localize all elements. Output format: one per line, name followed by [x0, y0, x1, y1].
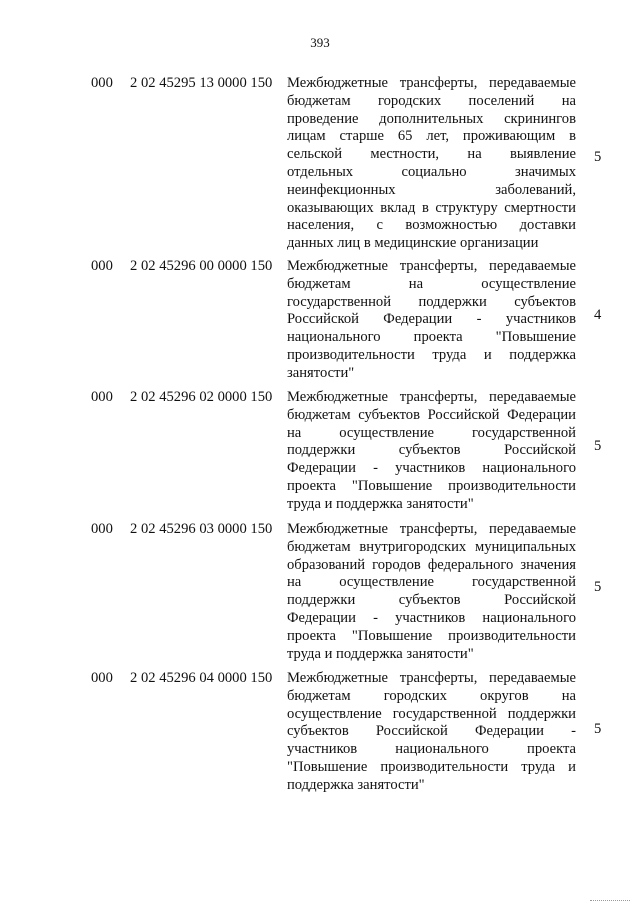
- row-value: 4: [594, 307, 602, 323]
- org-code: 000: [91, 389, 113, 405]
- org-code: 000: [91, 75, 113, 91]
- description-line: сельской местности, на выявление: [287, 146, 576, 163]
- description-line: Федерации - участников национального: [287, 609, 576, 626]
- description-line: на осуществление государственной: [287, 574, 576, 591]
- description-line: осуществление государственной поддержки: [287, 705, 576, 722]
- description-line: отдельных социально значимых: [287, 163, 576, 180]
- description-line: поддержка занятости": [287, 776, 425, 793]
- description-line: государственной поддержки субъектов: [287, 293, 576, 310]
- org-code: 000: [91, 670, 113, 686]
- description-line: Межбюджетные трансферты, передаваемые: [287, 521, 576, 537]
- description-line: бюджетам на осуществление: [287, 275, 576, 292]
- budget-classification-code: 2 02 45295 13 0000 150: [130, 75, 273, 91]
- description-line: неинфекционных заболеваний,: [287, 181, 576, 198]
- description-line: населения, с возможностью доставки: [287, 217, 576, 234]
- org-code: 000: [91, 258, 113, 274]
- description-line: оказывающих вклад в структуру смертности: [287, 199, 576, 216]
- row-value: 5: [594, 579, 602, 595]
- description-line: бюджетам внутригородских муниципальных: [287, 538, 576, 555]
- budget-classification-code: 2 02 45296 04 0000 150: [130, 670, 273, 686]
- description-line: "Повышение производительности труда и: [287, 758, 576, 775]
- description-line: данных лиц в медицинские организации: [287, 235, 539, 252]
- description-line: проекта "Повышение производительности: [287, 627, 576, 644]
- description-line: Российской Федерации - участников: [287, 311, 576, 328]
- description-line: Федерации - участников национального: [287, 460, 576, 477]
- row-description: [287, 258, 576, 383]
- description-line: Межбюджетные трансферты, передаваемые: [287, 75, 576, 91]
- row-description: [287, 75, 576, 253]
- description-line: проекта "Повышение производительности: [287, 477, 576, 494]
- description-line: Межбюджетные трансферты, передаваемые: [287, 670, 576, 686]
- budget-classification-code: 2 02 45296 03 0000 150: [130, 521, 273, 537]
- description-line: труда и поддержка занятости": [287, 645, 474, 662]
- row-value: 5: [594, 438, 602, 454]
- description-line: бюджетам субъектов Российской Федерации: [287, 406, 576, 423]
- description-line: лицам старше 65 лет, проживающим в: [287, 128, 576, 145]
- budget-classification-code: 2 02 45296 00 0000 150: [130, 258, 273, 274]
- row-value: 5: [594, 721, 602, 737]
- description-line: на осуществление государственной: [287, 424, 576, 441]
- page-number: 393: [310, 35, 330, 50]
- description-line: бюджетам городских поселений на: [287, 92, 576, 109]
- description-line: образований городов федерального значения: [287, 556, 576, 573]
- description-line: субъектов Российской Федерации -: [287, 723, 576, 740]
- description-line: поддержки субъектов Российской: [287, 592, 576, 609]
- description-line: занятости": [287, 364, 355, 381]
- description-line: поддержки субъектов Российской: [287, 442, 576, 459]
- budget-classification-code: 2 02 45296 02 0000 150: [130, 389, 273, 405]
- description-line: Межбюджетные трансферты, передаваемые: [287, 258, 576, 274]
- description-line: производительности труда и поддержка: [287, 346, 576, 363]
- description-line: бюджетам городских округов на: [287, 687, 576, 704]
- description-line: проведение дополнительных скринингов: [287, 110, 576, 127]
- row-value: 5: [594, 149, 602, 165]
- row-description: [287, 670, 576, 795]
- description-line: Межбюджетные трансферты, передаваемые: [287, 389, 576, 405]
- org-code: 000: [91, 521, 113, 537]
- description-line: национального проекта "Повышение: [287, 329, 576, 346]
- description-line: труда и поддержка занятости": [287, 495, 474, 512]
- row-description: [287, 521, 576, 663]
- description-line: участников национального проекта: [287, 741, 576, 758]
- scan-artifact: [590, 898, 630, 901]
- row-description: [287, 389, 576, 514]
